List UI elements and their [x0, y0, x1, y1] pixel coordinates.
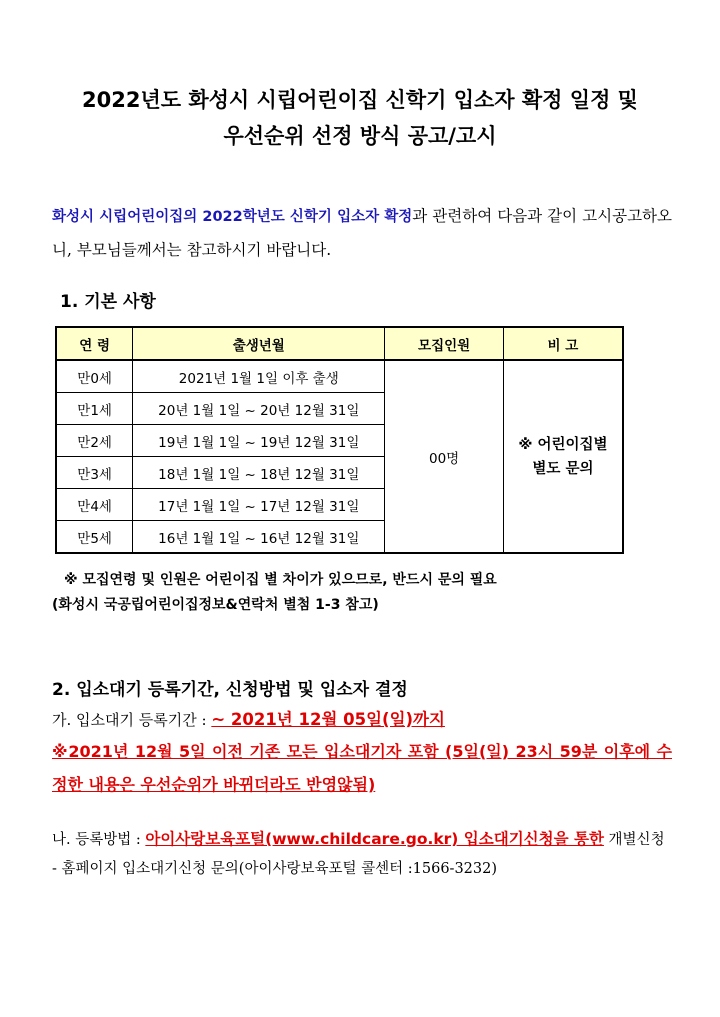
note-line2: (화성시 국공립어린이집정보&연락처 별첨 1-3 참고) — [52, 597, 379, 613]
birth-cell: 16년 1월 1일 ~ 16년 12월 31일 — [133, 521, 385, 554]
capacity-cell: 00명 — [385, 360, 504, 553]
age-cell: 만1세 — [56, 393, 133, 425]
birth-cell: 20년 1월 1일 ~ 20년 12월 31일 — [133, 393, 385, 425]
birth-cell: 17년 1월 1일 ~ 17년 12월 31일 — [133, 489, 385, 521]
registration-period — [52, 706, 445, 730]
intro-highlight: 화성시 시립어린이집의 2022학년도 신학기 입소자 확정 — [52, 209, 413, 225]
intro-paragraph — [52, 200, 672, 267]
birth-cell: 19년 1월 1일 ~ 19년 12월 31일 — [133, 425, 385, 457]
remark-cell — [503, 360, 623, 553]
homepage-inquiry: - 홈페이지 입소대기신청 문의(아이사랑보육포털 콜센터 :1566-3232) — [52, 861, 498, 877]
page-title-line2: 우선순위 선정 방식 공고/고시 — [223, 124, 497, 148]
registration-method-value: 아이사랑보육포털(www.childcare.go.kr) 입소대기신청을 통한 — [145, 830, 604, 848]
table-header-row — [56, 327, 623, 360]
header-capacity: 모집인원 — [385, 327, 504, 360]
section2-title: 2. 입소대기 등록기간, 신청방법 및 입소자 결정 — [52, 680, 408, 700]
table-note — [52, 568, 692, 618]
birth-cell: 18년 1월 1일 ~ 18년 12월 31일 — [133, 457, 385, 489]
warning-text: ※2021년 12월 5일 이전 기존 모든 입소대기자 포함 (5일(일) 23시 59분 이후에 수정한 내용은 우선순위가 바뀌더라도 반영않됨) — [52, 742, 672, 794]
age-cell: 만0세 — [56, 360, 133, 393]
header-age: 연 령 — [56, 327, 133, 360]
page-title-line1: 2022년도 화성시 시립어린이집 신학기 입소자 확정 일정 및 — [82, 88, 638, 112]
registration-method — [52, 827, 665, 849]
age-cell: 만4세 — [56, 489, 133, 521]
registration-period-value: ~ 2021년 12월 05일(일)까지 — [211, 710, 445, 729]
section1-title: 1. 기본 사항 — [60, 292, 156, 312]
age-cell: 만3세 — [56, 457, 133, 489]
note-line1: ※ 모집연령 및 인원은 어린이집 별 차이가 있으므로, 반드시 문의 필요 — [64, 572, 497, 588]
age-cell: 만5세 — [56, 521, 133, 554]
registration-method-suffix: 개별신청 — [603, 832, 665, 848]
table-row — [56, 360, 623, 393]
basic-info-table — [55, 326, 624, 554]
intro-text: 과 관련하여 다음과 같이 고시공고하오니, 부모님들께서는 참고하시기 바랍니다. — [52, 207, 672, 259]
header-birth: 출생년월 — [133, 327, 385, 360]
header-remark: 비 고 — [503, 327, 623, 360]
registration-method-label: 나. 등록방법 : — [52, 832, 146, 848]
remark-line1: ※ 어린이집별 — [518, 436, 608, 453]
remark-line2: 별도 문의 — [532, 460, 594, 477]
registration-period-label: 가. 입소대기 등록기간 : — [52, 711, 212, 729]
birth-cell: 2021년 1월 1일 이후 출생 — [133, 360, 385, 393]
age-cell: 만2세 — [56, 425, 133, 457]
